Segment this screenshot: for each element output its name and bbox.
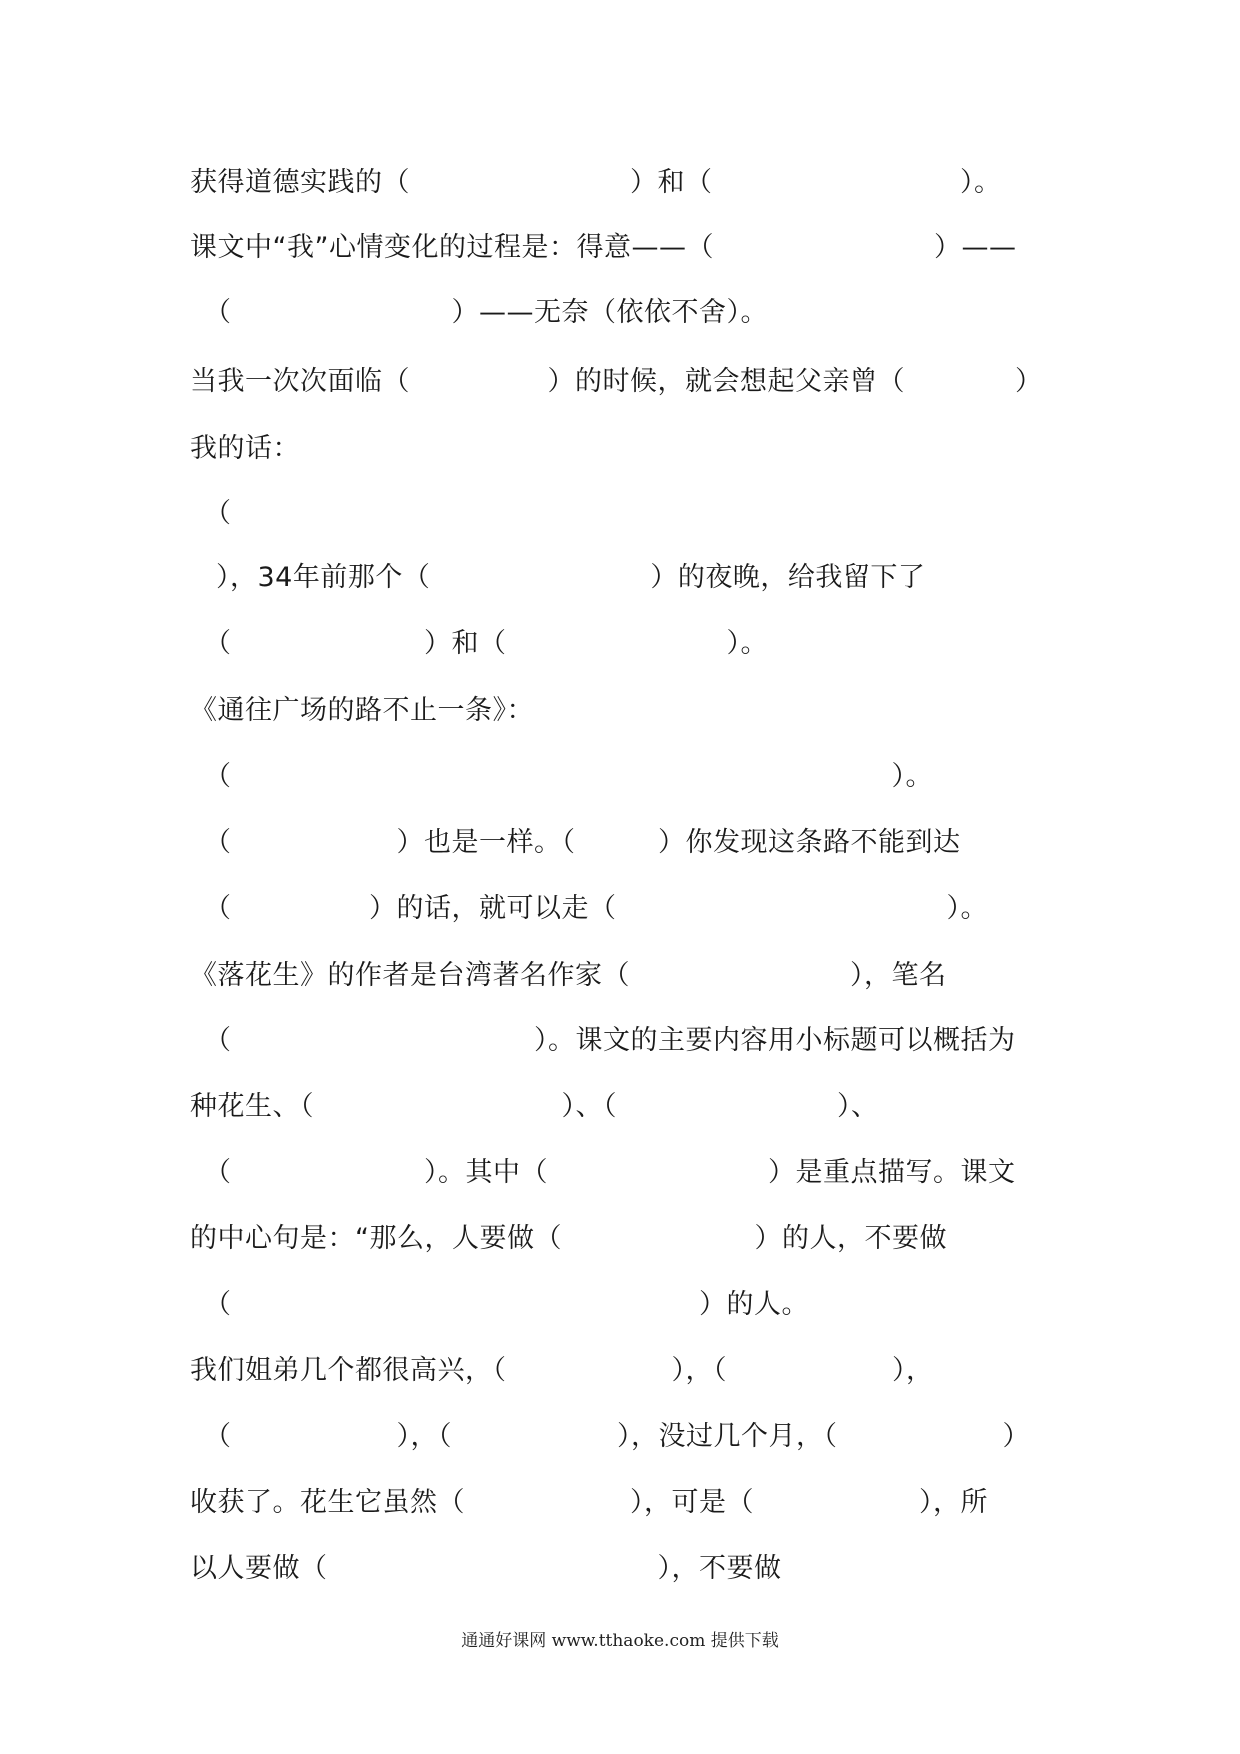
worksheet-line: 课文中“我”心情变化的过程是：得意——（ ）—— xyxy=(190,232,1017,263)
worksheet-line: （ ），（ ），没过几个月，（ ） xyxy=(204,1421,1030,1452)
worksheet-line: 的中心句是：“那么，人要做（ ）的人，不要做 xyxy=(190,1223,947,1254)
worksheet-line: 我们姐弟几个都很高兴，（ ），（ ）， xyxy=(190,1355,934,1386)
worksheet-line: （ ）。其中（ ）是重点描写。课文 xyxy=(204,1157,1016,1188)
worksheet-line: 收获了。花生它虽然（ ），可是（ ），所 xyxy=(190,1487,988,1518)
worksheet-line: （ ）的话，就可以走（ ）。 xyxy=(204,893,988,924)
worksheet-line: （ ）。课文的主要内容用小标题可以概括为 xyxy=(204,1025,1016,1056)
worksheet-line: （ ）的人。 xyxy=(204,1289,809,1320)
worksheet-line: （ xyxy=(204,498,232,529)
worksheet-line: （ ）。 xyxy=(204,761,933,792)
worksheet-line: 当我一次次面临（ ）的时候，就会想起父亲曾（ ） xyxy=(190,366,1043,397)
worksheet-line: （ ）——无奈（依依不舍）。 xyxy=(204,297,768,328)
worksheet-line: ），34年前那个（ ）的夜晚，给我留下了 xyxy=(216,562,926,593)
worksheet-line: 种花生、（ ）、（ ）、 xyxy=(190,1091,879,1122)
footer-watermark: 通通好课网 www.tthaoke.com 提供下载 xyxy=(461,1631,779,1651)
worksheet-line: 获得道德实践的（ ）和（ ）。 xyxy=(190,167,1002,198)
worksheet-line: （ ）和（ ）。 xyxy=(204,628,768,659)
worksheet-line: 我的话： xyxy=(190,433,300,464)
worksheet-line: 《通往广场的路不止一条》： xyxy=(190,695,534,726)
worksheet-line: 《落花生》的作者是台湾著名作家（ ），笔名 xyxy=(190,960,947,991)
worksheet-line: （ ）也是一样。（ ）你发现这条路不能到达 xyxy=(204,827,961,858)
worksheet-line: 以人要做（ ），不要做 xyxy=(190,1553,782,1584)
